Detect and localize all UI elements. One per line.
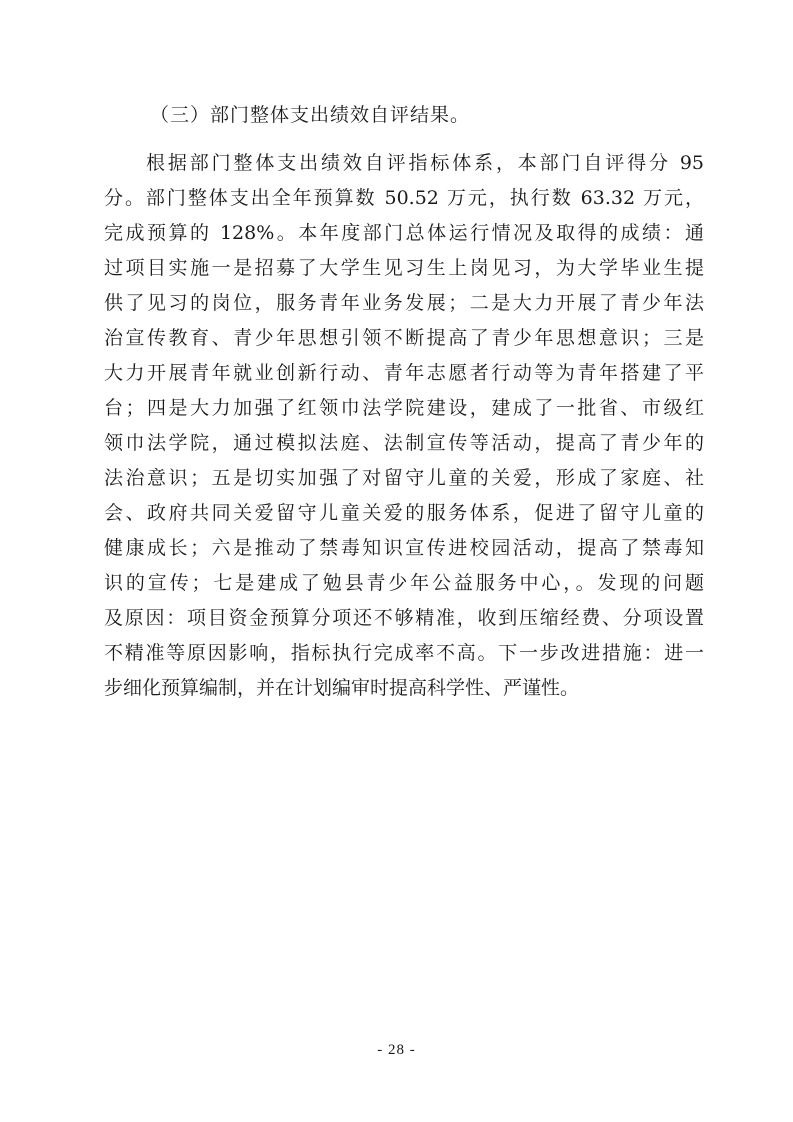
body-line: 大力开展青年就业创新行动、青年志愿者行动等为青年搭建了平 [104, 362, 704, 384]
body-line: 完成预算的 128%。本年度部门总体运行情况及取得的成绩：通 [104, 222, 704, 244]
section-heading: （三）部门整体支出绩效自评结果。 [150, 104, 471, 126]
body-paragraph [104, 146, 704, 706]
body-line: 根据部门整体支出绩效自评指标体系，本部门自评得分 95 [146, 152, 704, 174]
body-line: 健康成长；六是推动了禁毒知识宣传进校园活动，提高了禁毒知 [104, 537, 704, 559]
body-line: 会、政府共同关爱留守儿童关爱的服务体系，促进了留守儿童的 [104, 502, 704, 524]
body-line: 领巾法学院，通过模拟法庭、法制宣传等活动，提高了青少年的 [104, 432, 704, 454]
body-line: 及原因：项目资金预算分项还不够精准，收到压缩经费、分项设置 [104, 607, 704, 629]
body-line: 台；四是大力加强了红领巾法学院建设，建成了一批省、市级红 [104, 397, 704, 419]
page-number: - 28 - [377, 1042, 416, 1058]
body-line: 供了见习的岗位，服务青年业务发展；二是大力开展了青少年法 [104, 292, 704, 314]
body-line: 不精准等原因影响，指标执行完成率不高。下一步改进措施：进一 [104, 642, 704, 664]
body-line: 识的宣传；七是建成了勉县青少年公益服务中心，。发现的问题 [104, 572, 704, 594]
body-line: 法治意识；五是切实加强了对留守儿童的关爱，形成了家庭、社 [104, 467, 704, 489]
body-line: 分。部门整体支出全年预算数 50.52 万元，执行数 63.32 万元， [104, 187, 704, 209]
body-line: 过项目实施一是招募了大学生见习生上岗见习，为大学毕业生提 [104, 257, 704, 279]
body-line: 治宣传教育、青少年思想引领不断提高了青少年思想意识；三是 [104, 327, 704, 349]
body-line: 步细化预算编制，并在计划编审时提高科学性、严谨性。 [104, 677, 580, 699]
